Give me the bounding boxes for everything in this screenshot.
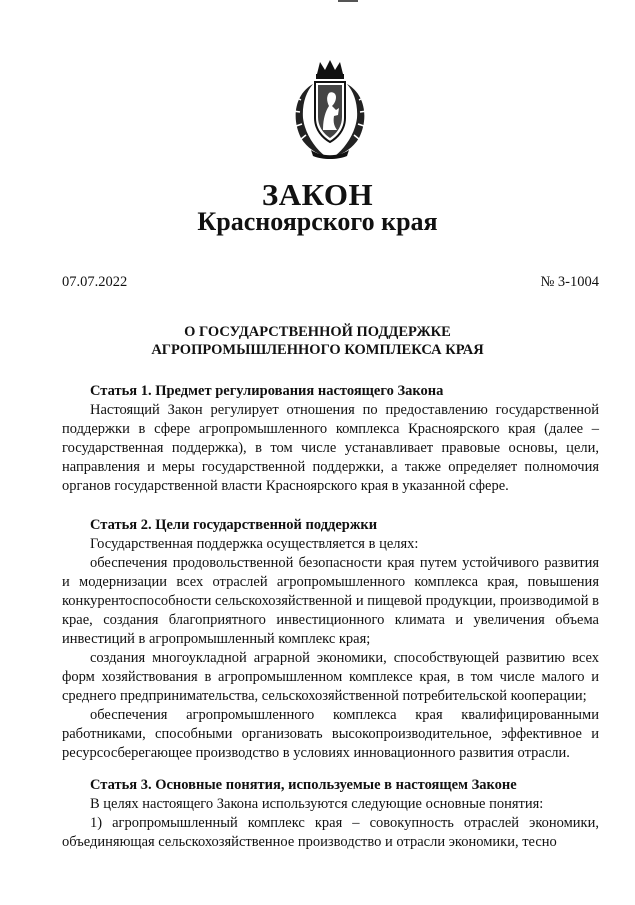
article-3 [62,776,599,852]
article-2-paragraph: создания многоукладной аграрной экономики, способствующей развитию всех форм хозяйствования в агропромышленном комплексе края, в том числе малого и среднего предпринимательства, сельскохозяйственной потребительской кооперации; [62,650,599,704]
article-1-paragraph: Настоящий Закон регулирует отношения по предоставлению государственной поддержки в сфере агропромышленного комплекса Красноярского края (далее – государственная поддержка), в том числе устанавливает правовые основы, цели, направления и меры государственной поддержки, а также определяет полномочия органов государственной власти Красноярского края в указанной сфере. [62,402,599,494]
article-2-paragraph: обеспечения продовольственной безопасности края путем устойчивого развития и модернизации всех отраслей агропромышленного комплекса края, повышения конкурентоспособности сельскохозяйственной и пищевой продукции, производимой в крае, создания благоприятного инвестиционного климата и увеличения объема инвестиций в агропромышленный комплекс края; [62,555,599,647]
scan-artifact [338,0,358,2]
coat-of-arms-icon [287,60,373,160]
law-date: 07.07.2022 [62,274,128,290]
document-subtitle: Красноярского края [197,207,438,236]
law-title-line-2: АГРОПРОМЫШЛЕННОГО КОМПЛЕКСА КРАЯ [151,342,484,358]
article-1 [62,382,599,496]
article-1-title: Статья 1. Предмет регулирования настоящего Закона [90,383,444,399]
article-3-paragraph: 1) агропромышленный комплекс края – совокупность отраслей экономики, объединяющая сельскохозяйственное производство и отрасли экономики, тесно [62,815,599,850]
article-2-paragraph: Государственная поддержка осуществляется в целях: [90,536,419,552]
article-3-title: Статья 3. Основные понятия, используемые в настоящем Законе [90,777,517,793]
article-2-title: Статья 2. Цели государственной поддержки [90,517,378,533]
document-title: ЗАКОН [261,177,374,212]
law-number: № 3-1004 [540,274,599,290]
law-title-line-1: О ГОСУДАРСТВЕННОЙ ПОДДЕРЖКЕ [184,324,451,340]
article-3-paragraph: В целях настоящего Закона используются следующие основные понятия: [90,796,544,812]
article-2 [62,516,599,763]
article-2-paragraph: обеспечения агропромышленного комплекса края квалифицированными работниками, способными организовать высокопроизводительное, эффективное и ресурсосберегающее производство в условиях инновационного развития отрасли. [62,707,599,761]
law-title [0,323,635,359]
